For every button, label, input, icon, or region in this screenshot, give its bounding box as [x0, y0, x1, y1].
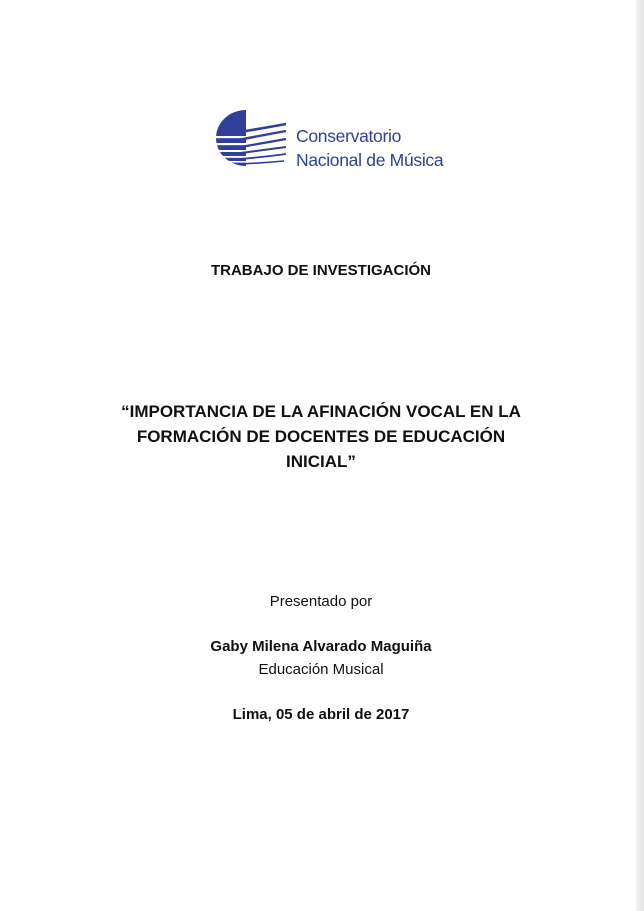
institution-logo: [194, 106, 464, 170]
institution-name-line1: Conservatorio: [296, 126, 402, 146]
conservatorio-logo-icon: [194, 106, 290, 170]
author-name: Gaby Milena Alvarado Maguiña: [210, 638, 432, 655]
presented-by-label: Presentado por: [269, 593, 373, 610]
program-name: Educación Musical: [258, 661, 384, 678]
institution-name: [296, 124, 443, 172]
page-edge: [636, 0, 644, 911]
document-type: TRABAJO DE INVESTIGACIÓN: [210, 262, 432, 279]
place-date: Lima, 05 de abril de 2017: [232, 706, 410, 723]
document-title-line: INICIAL”: [286, 452, 356, 471]
document-title: [0, 399, 642, 474]
institution-name-line2: Nacional de Música: [296, 150, 444, 170]
document-title-line: “IMPORTANCIA DE LA AFINACIÓN VOCAL EN LA: [121, 402, 521, 421]
document-title-line: FORMACIÓN DE DOCENTES DE EDUCACIÓN: [136, 427, 506, 446]
